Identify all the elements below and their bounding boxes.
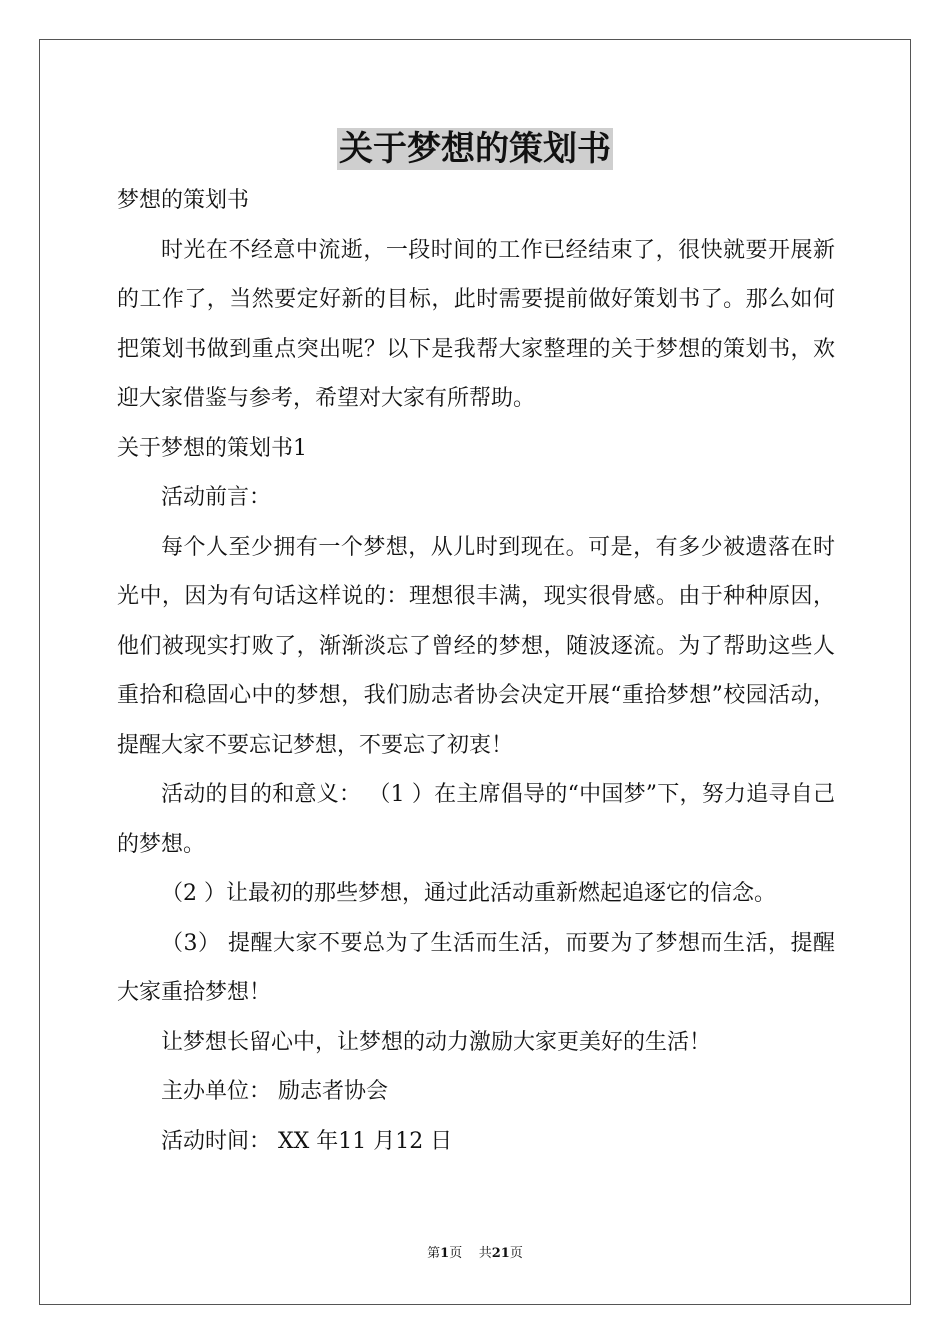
document-body <box>117 176 835 1166</box>
footer-page-unit: 页 <box>449 1246 463 1261</box>
footer-prefix: 第 <box>427 1246 441 1261</box>
paragraph: 梦想的策划书 <box>117 188 250 213</box>
paragraph: 每个人至少拥有一个梦想，从儿时到现在。可是，有多少被遗落在时光中，因为有句话这样说的：理想很丰满，现实很骨感。由于种种原因，他们被现实打败了，渐渐淡忘了曾经的梦想，随波逐流。为了帮助这些人重拾和稳固心中的梦想，我们励志者协会决定开展“重拾梦想”校园活动，提醒大家不要忘记梦想，不要忘了初衷！ <box>117 534 835 758</box>
footer-total-pages: 21 <box>491 1246 510 1261</box>
footer-total-unit: 页 <box>509 1246 523 1261</box>
footer-total-prefix: 共 <box>478 1246 492 1261</box>
paragraph: 活动时间： XX 年11 月12 日 <box>161 1128 453 1154</box>
title-wrap <box>0 128 950 170</box>
paragraph: （2 ）让最初的那些梦想，通过此活动重新燃起追逐它的信念。 <box>161 881 776 906</box>
paragraph: 活动前言： <box>161 485 272 510</box>
paragraph: 活动的目的和意义： （1 ）在主席倡导的“中国梦”下，努力追寻自己的梦想。 <box>117 782 835 857</box>
paragraph: （3） 提醒大家不要总为了生活而生活，而要为了梦想而生活，提醒大家重拾梦想！ <box>117 930 835 1005</box>
paragraph: 主办单位： 励志者协会 <box>161 1079 388 1104</box>
footer-current-page: 1 <box>440 1246 450 1261</box>
paragraph: 时光在不经意中流逝，一段时间的工作已经结束了，很快就要开展新的工作了，当然要定好新的目标，此时需要提前做好策划书了。那么如何把策划书做到重点突出呢？以下是我帮大家整理的关于梦想的策划书，欢迎大家借鉴与参考，希望对大家有所帮助。 <box>117 237 835 411</box>
paragraph: 关于梦想的策划书1 <box>117 435 307 461</box>
page-footer <box>0 1244 950 1264</box>
paragraph: 让梦想长留心中，让梦想的动力激励大家更美好的生活！ <box>161 1029 712 1055</box>
document-title: 关于梦想的策划书 <box>339 129 611 169</box>
